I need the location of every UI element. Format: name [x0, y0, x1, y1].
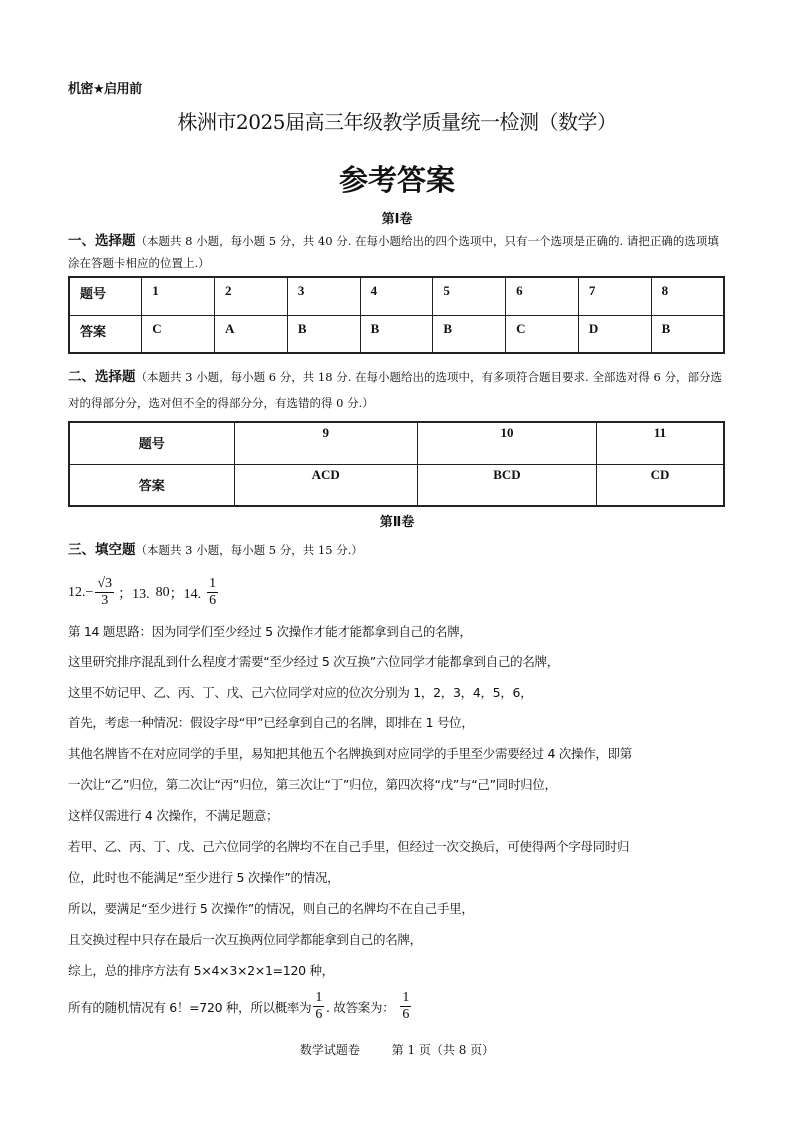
q12-fraction [95, 576, 114, 609]
table-row-questions [69, 422, 724, 464]
answer-cell: BCD [417, 464, 596, 506]
fraction-denominator: 6 [315, 1007, 323, 1022]
section-3-title: 三、填空题 [68, 542, 136, 558]
solution-line: 首先，考虑一种情况：假设字母“甲”已经拿到自己的名牌，即排在 1 号位， [68, 715, 474, 730]
answer-cell: B [287, 315, 360, 353]
answer-cell: B [651, 315, 724, 353]
table-row-questions [69, 277, 724, 315]
answer-cell: CD [596, 464, 724, 506]
section-2-desc: （本题共 3 小题，每小题 6 分，共 18 分. 在每小题给出的选项中，有多项符合题目要求. 全部选对得 6 分，部分选对的得部分分，选对但不全的得部分分，有选错的得 0 分.） [68, 370, 722, 410]
table-row-answers [69, 315, 724, 353]
question-number: 8 [651, 277, 724, 315]
solution-line: 这里研究排序混乱到什么程度才需要“至少经过 5 次互换”六位同学才能都拿到自己的名牌， [68, 654, 559, 669]
section-1-heading [68, 230, 728, 274]
section-2-heading [68, 364, 728, 416]
final-line-prefix: 所有的随机情况有 6！=720 种，所以概率为 [68, 999, 312, 1015]
q14-fraction [207, 576, 218, 609]
section-1-desc: （本题共 8 小题，每小题 5 分，共 40 分. 在每小题给出的四个选项中，只有一个选项是正确的. 请把正确的选项填涂在答题卡相应的位置上.） [68, 234, 719, 270]
page-footer [0, 1041, 794, 1058]
footer-page-number: 第 1 页（共 8 页） [391, 1043, 495, 1057]
solution-line: 若甲、乙、丙、丁、戊、己六位同学的名牌均不在自己手里，但经过一次交换后，可使得两个字母同时归 [68, 839, 630, 854]
separator: ；14. [169, 586, 202, 602]
question-number: 10 [417, 422, 596, 464]
answer-fraction [400, 990, 411, 1023]
question-number: 1 [142, 277, 215, 315]
question-number: 4 [360, 277, 433, 315]
final-line-middle: . 故答案为： [326, 999, 395, 1015]
answer-cell: ACD [234, 464, 417, 506]
document-subtitle: 参考答案 [338, 163, 455, 197]
answer-table-1 [68, 276, 725, 354]
final-answer-line [68, 990, 738, 1023]
q14-numerator: 1 [209, 576, 217, 591]
fraction-numerator: 1 [315, 990, 323, 1005]
fraction-denominator: 6 [402, 1007, 410, 1022]
section-2-title: 二、选择题 [68, 369, 136, 385]
probability-fraction [313, 990, 324, 1023]
answer-cell: C [142, 315, 215, 353]
q12-numerator: √3 [97, 576, 113, 591]
q13-answer: 80 [155, 584, 170, 600]
row-header-answer: 答案 [69, 464, 234, 506]
solution-line: 第 14 题思路：因为同学们至少经过 5 次操作才能才能都拿到自己的名牌， [68, 624, 472, 639]
solution-line: 这里不妨记甲、乙、丙、丁、戊、己六位同学对应的位次分别为 1，2，3，4，5，6， [68, 685, 533, 700]
solution-line: 且交换过程中只存在最后一次互换两位同学都能拿到自己的名牌， [68, 932, 422, 947]
solution-line: 一次让“乙”归位，第二次让“丙”归位，第三次让“丁”归位，第四次将“戊”与“己”同时归位， [68, 777, 557, 792]
footer-paper-name: 数学试题卷 [299, 1043, 360, 1057]
row-header-question: 题号 [69, 277, 142, 315]
section-3-desc: （本题共 3 小题，每小题 5 分，共 15 分.） [135, 543, 363, 557]
answer-cell: D [578, 315, 651, 353]
confidential-label: 机密★启用前 [68, 82, 142, 97]
fill-in-answers [68, 576, 220, 609]
row-header-answer: 答案 [69, 315, 142, 353]
q14-denominator: 6 [209, 593, 217, 608]
solution-line: 这样仅需进行 4 次操作，不满足题意； [68, 808, 279, 823]
answer-table-2 [68, 421, 725, 507]
q12-prefix: 12. [68, 584, 86, 600]
document-title: 株洲市2025届高三年级教学质量统一检测（数学） [177, 110, 617, 134]
row-header-question: 题号 [69, 422, 234, 464]
q12-denominator: 3 [101, 593, 109, 608]
q12-sign: − [85, 584, 94, 600]
answer-cell: B [360, 315, 433, 353]
question-number: 3 [287, 277, 360, 315]
solution-line: 所以，要满足“至少进行 5 次操作”的情况，则自己的名牌均不在自己手里， [68, 901, 474, 916]
section-1-title: 一、选择题 [68, 233, 136, 249]
answer-cell: C [506, 315, 579, 353]
question-number: 6 [506, 277, 579, 315]
question-number: 7 [578, 277, 651, 315]
volume-1-label: 第Ⅰ卷 [381, 212, 413, 227]
section-3-heading [68, 539, 728, 561]
solution-line: 位，此时也不能满足“至少进行 5 次操作”的情况， [68, 870, 340, 885]
answer-cell: B [433, 315, 506, 353]
solution-line: 综上，总的排序方法有 5×4×3×2×1=120 种， [68, 963, 334, 978]
question-number: 5 [433, 277, 506, 315]
question-number: 2 [215, 277, 288, 315]
solution-line: 其他名牌皆不在对应同学的手里，易知把其他五个名牌换到对应同学的手里至少需要经过 4 次操作，即第 [68, 746, 633, 761]
separator: ；13. [118, 586, 150, 602]
table-row-answers [69, 464, 724, 506]
question-number: 9 [234, 422, 417, 464]
question-number: 11 [596, 422, 724, 464]
volume-2-label: 第Ⅱ卷 [379, 515, 415, 530]
fraction-numerator: 1 [402, 990, 410, 1005]
answer-cell: A [215, 315, 288, 353]
